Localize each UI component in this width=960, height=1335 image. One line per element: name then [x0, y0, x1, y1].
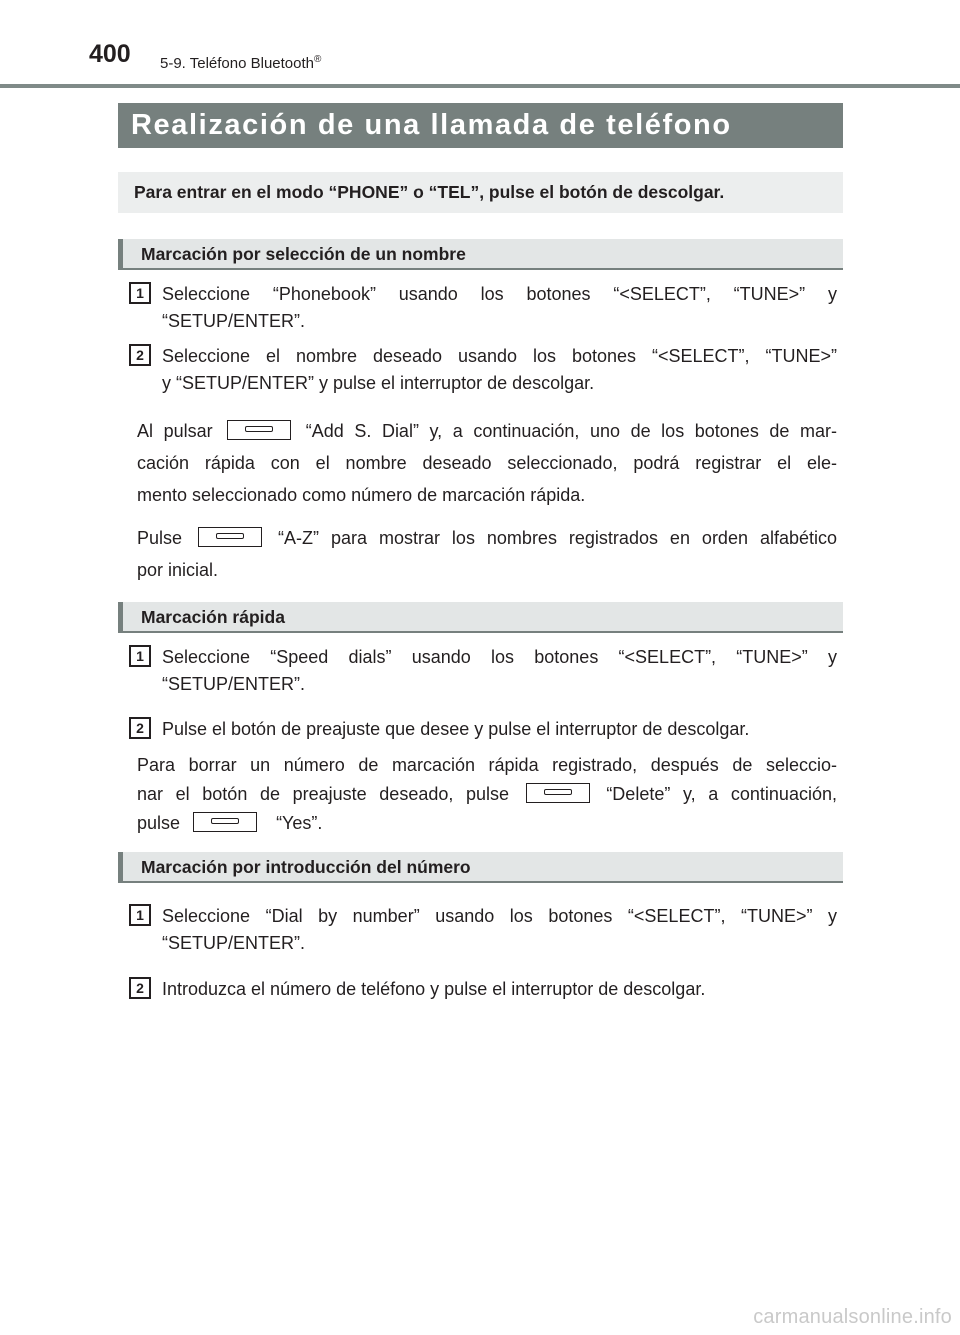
step-text: [162, 343, 837, 397]
note-post: “Yes”.: [276, 813, 323, 833]
step-line: Seleccione el nombre deseado usando los botones “<SELECT”, “TUNE>”: [162, 346, 837, 366]
step-text: [162, 644, 837, 698]
registered-mark: ®: [314, 54, 322, 65]
step-line: Seleccione “Speed dials” usando los botones “<SELECT”, “TUNE>” y: [162, 647, 837, 667]
step-badge: 2: [129, 977, 151, 999]
note-pre: Pulse: [137, 528, 183, 548]
step-line: y “SETUP/ENTER” y pulse el interruptor de descolgar.: [162, 373, 595, 393]
note-line: [137, 809, 837, 838]
step-line: “SETUP/ENTER”.: [162, 311, 306, 331]
subheading-name-dial: Marcación por selección de un nombre: [118, 239, 843, 270]
note-a-z: [137, 522, 837, 586]
step-badge: 1: [129, 904, 151, 926]
note-line: cación rápida con el nombre deseado seleccionado, podrá registrar el ele-: [137, 453, 837, 473]
screen-button-icon: [198, 527, 262, 547]
screen-button-icon: [227, 420, 291, 440]
step-badge: 2: [129, 344, 151, 366]
note-line: mento seleccionado como número de marcación rápida.: [137, 485, 586, 505]
note-post: “Delete” y, a continuación,: [606, 784, 837, 804]
page-number: 400: [89, 40, 131, 68]
note-post: “A-Z” para mostrar los nombres registrados en orden alfabético: [278, 528, 837, 548]
step-line: Seleccione “Dial by number” usando los botones “<SELECT”, “TUNE>” y: [162, 906, 837, 926]
note-pre: pulse: [137, 813, 181, 833]
screen-button-icon: [526, 783, 590, 803]
note-delete-speed-dial: [137, 751, 837, 838]
step-text: [162, 903, 837, 957]
note-line: [137, 522, 837, 554]
note-line: [137, 415, 837, 447]
intro-box: Para entrar en el modo “PHONE” o “TEL”, pulse el botón de descolgar.: [118, 172, 843, 213]
step-line: Pulse el botón de preajuste que desee y pulse el interruptor de descolgar.: [162, 719, 750, 739]
step-badge: 1: [129, 645, 151, 667]
note-post: “Add S. Dial” y, a continuación, uno de los botones de mar-: [305, 421, 837, 441]
step-line: “SETUP/ENTER”.: [162, 933, 306, 953]
step-text: [162, 976, 837, 1003]
subheading-number-dial: Marcación por introducción del número: [118, 852, 843, 883]
watermark: carmanualsonline.info: [753, 1306, 952, 1328]
note-line: por inicial.: [137, 560, 219, 580]
note-line: Para borrar un número de marcación rápida registrado, después de seleccio-: [137, 755, 837, 775]
section-label: [160, 55, 321, 71]
step-line: Seleccione “Phonebook” usando los botones “<SELECT”, “TUNE>” y: [162, 284, 837, 304]
step-line: Introduzca el número de teléfono y pulse el interruptor de descolgar.: [162, 979, 706, 999]
step-line: “SETUP/ENTER”.: [162, 674, 306, 694]
page-title: Realización de una llamada de teléfono: [118, 103, 843, 148]
step-text: [162, 281, 837, 335]
note-add-speed-dial: [137, 415, 837, 511]
header-rule: [0, 84, 960, 88]
section-label-text: 5-9. Teléfono Bluetooth: [160, 55, 315, 72]
step-badge: 1: [129, 282, 151, 304]
note-line: [137, 780, 837, 809]
screen-button-icon: [193, 812, 257, 832]
note-pre: nar el botón de preajuste deseado, pulse: [137, 784, 510, 804]
note-pre: Al pulsar: [137, 421, 213, 441]
subheading-speed-dial: Marcación rápida: [118, 602, 843, 633]
step-text: [162, 716, 837, 743]
step-badge: 2: [129, 717, 151, 739]
